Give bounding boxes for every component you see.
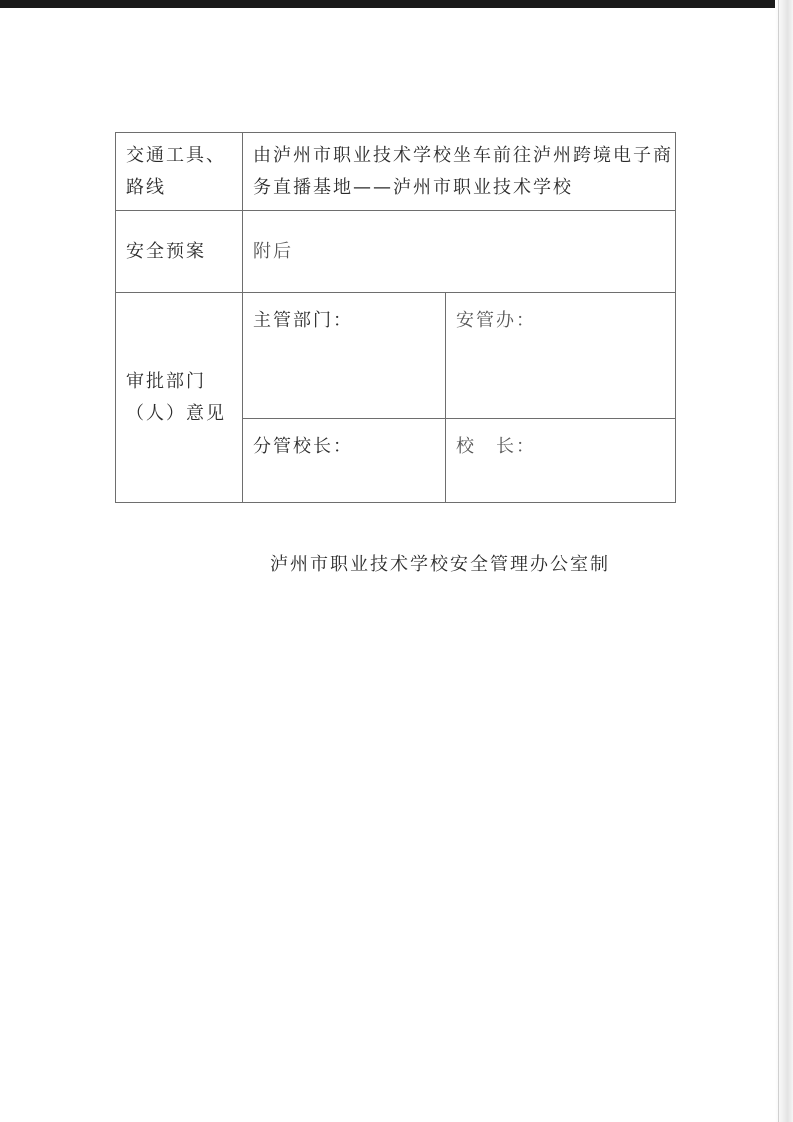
approval-form-table xyxy=(115,132,676,503)
scan-top-edge xyxy=(0,0,793,8)
safety-office-cell: 安管办： xyxy=(446,293,676,419)
safety-plan-value: 附后 xyxy=(243,211,676,293)
table-row-safety-plan xyxy=(116,211,676,293)
transport-route-value: 由泸州市职业技术学校坐车前往泸州跨境电子商务直播基地——泸州市职业技术学校 xyxy=(243,133,676,211)
vice-principal-cell: 分管校长： xyxy=(243,419,446,503)
safety-plan-label: 安全预案 xyxy=(116,211,243,293)
department-head-cell: 主管部门： xyxy=(243,293,446,419)
approval-label: 审批部门（人）意见 xyxy=(116,293,243,503)
table-row-transport xyxy=(116,133,676,211)
principal-cell: 校 长： xyxy=(446,419,676,503)
issuer-footer: 泸州市职业技术学校安全管理办公室制 xyxy=(270,554,610,575)
scan-right-line xyxy=(778,0,779,1122)
table-row-approval-top xyxy=(116,293,676,419)
transport-route-label: 交通工具、路线 xyxy=(116,133,243,211)
